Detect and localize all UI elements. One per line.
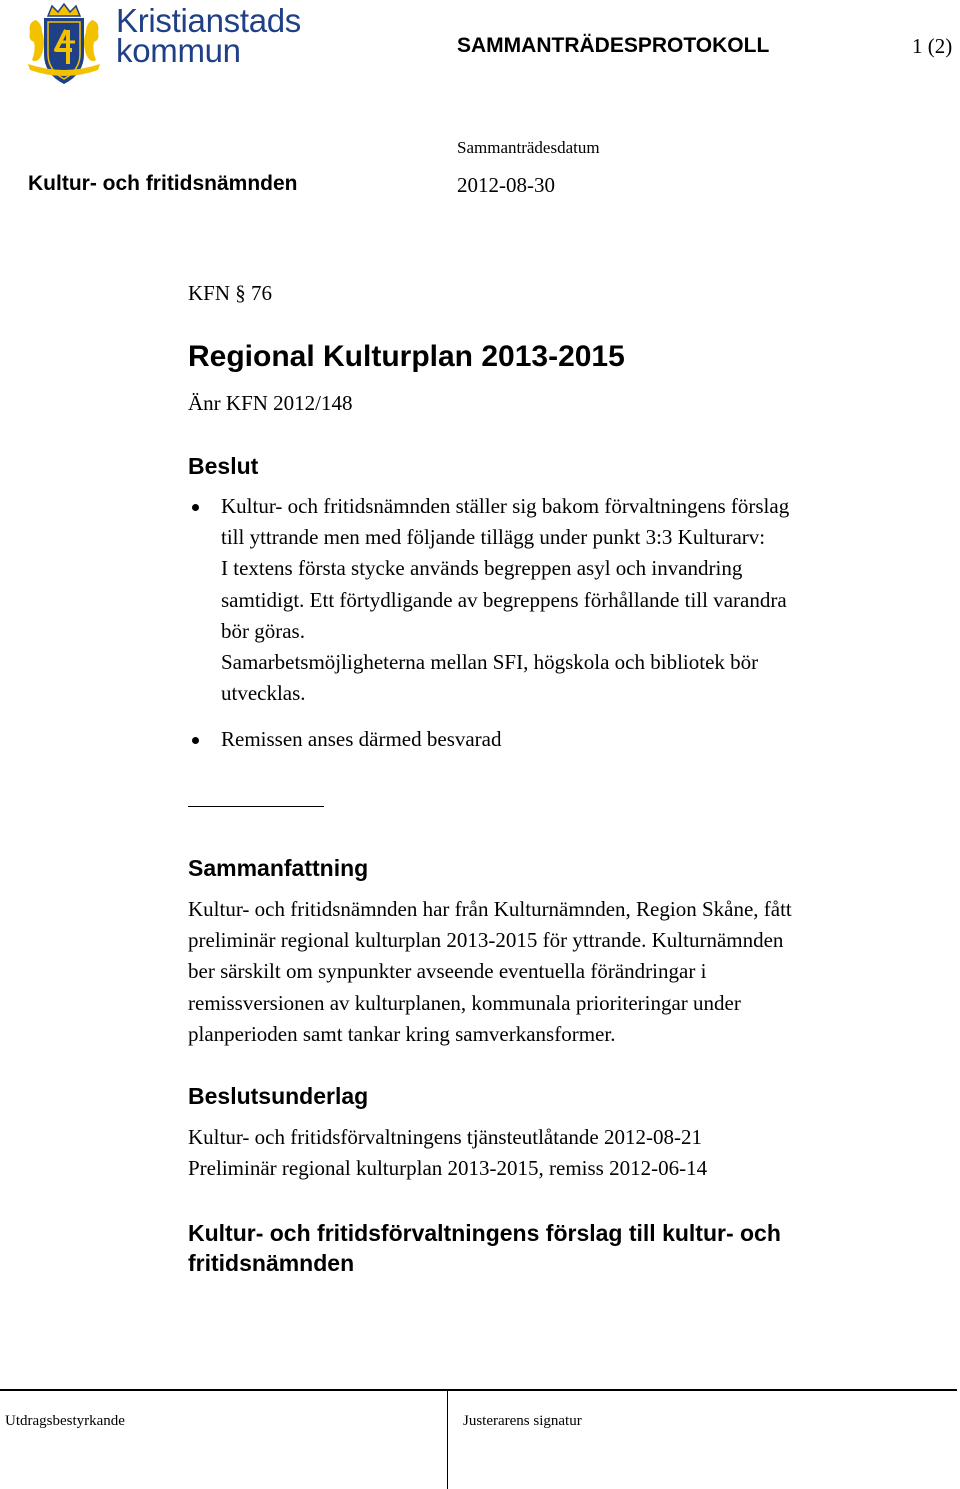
bullet-icon: [192, 504, 199, 511]
decision-heading: Beslut: [188, 453, 259, 479]
decision-line: samtidigt. Ett förtydligande av begreppens förhållande till varandra: [221, 587, 787, 612]
decision-line: I textens första stycke används begreppen asyl och invandring: [221, 556, 743, 581]
decision-line: Kultur- och fritidsnämnden ställer sig bakom förvaltningens förslag: [221, 494, 790, 518]
basis-item: Preliminär regional kulturplan 2013-2015, remiss 2012-06-14: [188, 1156, 708, 1181]
logo-line-2: kommun: [116, 32, 241, 69]
adjuster-signature-label: Justerarens signatur: [463, 1413, 582, 1429]
summary-line: remissversionen av kulturplanen, kommunala prioriteringar under: [188, 990, 741, 1015]
decision-line: Remissen anses därmed besvarad: [221, 727, 502, 752]
decision-line: bör göras.: [221, 618, 305, 643]
footer-rule: [0, 1389, 957, 1391]
basis-item: Kultur- och fritidsförvaltningens tjänsteutlåtande 2012-08-21: [188, 1125, 702, 1149]
bullet-icon: [192, 737, 199, 744]
certification-label: Utdragsbestyrkande: [5, 1413, 125, 1429]
proposal-heading-line: fritidsnämnden: [188, 1250, 355, 1276]
decision-line: till yttrande men med följande tillägg under punkt 3:3 Kulturarv:: [221, 525, 766, 550]
decision-list: [188, 491, 868, 756]
meeting-date-label: Sammanträdesdatum: [457, 138, 600, 157]
section-reference: KFN § 76: [188, 281, 273, 305]
decision-item: [188, 491, 868, 709]
decision-line: utvecklas.: [221, 681, 306, 706]
summary-line: Kultur- och fritidsnämnden har från Kulturnämnden, Region Skåne, fått: [188, 897, 792, 921]
case-number: Änr KFN 2012/148: [188, 391, 353, 415]
committee-name: Kultur- och fritidsnämnden: [28, 172, 298, 195]
municipality-logo-text: [116, 2, 302, 69]
summary-paragraph: [188, 894, 878, 1050]
document-type: SAMMANTRÄDESPROTOKOLL: [457, 34, 770, 57]
basis-list: [188, 1122, 878, 1184]
summary-line: planperioden samt tankar kring samverkansformer.: [188, 1021, 616, 1046]
summary-heading: Sammanfattning: [188, 855, 369, 881]
coat-of-arms-icon: [26, 2, 102, 88]
summary-line: preliminär regional kulturplan 2013-2015 för yttrande. Kulturnämnden: [188, 928, 784, 953]
proposal-heading-line: Kultur- och fritidsförvaltningens förslag till kultur- och: [188, 1220, 781, 1246]
meeting-date-value: 2012-08-30: [457, 173, 555, 197]
logo-line-1: Kristianstads: [116, 2, 302, 39]
decision-item: [188, 724, 868, 755]
decision-line: Samarbetsmöjligheterna mellan SFI, högskola och bibliotek bör: [221, 650, 759, 675]
page-number: 1 (2): [912, 34, 953, 58]
page-title: Regional Kulturplan 2013-2015: [188, 340, 625, 373]
summary-line: ber särskilt om synpunkter avseende eventuella förändringar i: [188, 959, 707, 984]
footer-divider: [447, 1390, 448, 1489]
divider: [188, 806, 324, 807]
basis-heading: Beslutsunderlag: [188, 1083, 369, 1109]
proposal-heading: [188, 1218, 888, 1278]
